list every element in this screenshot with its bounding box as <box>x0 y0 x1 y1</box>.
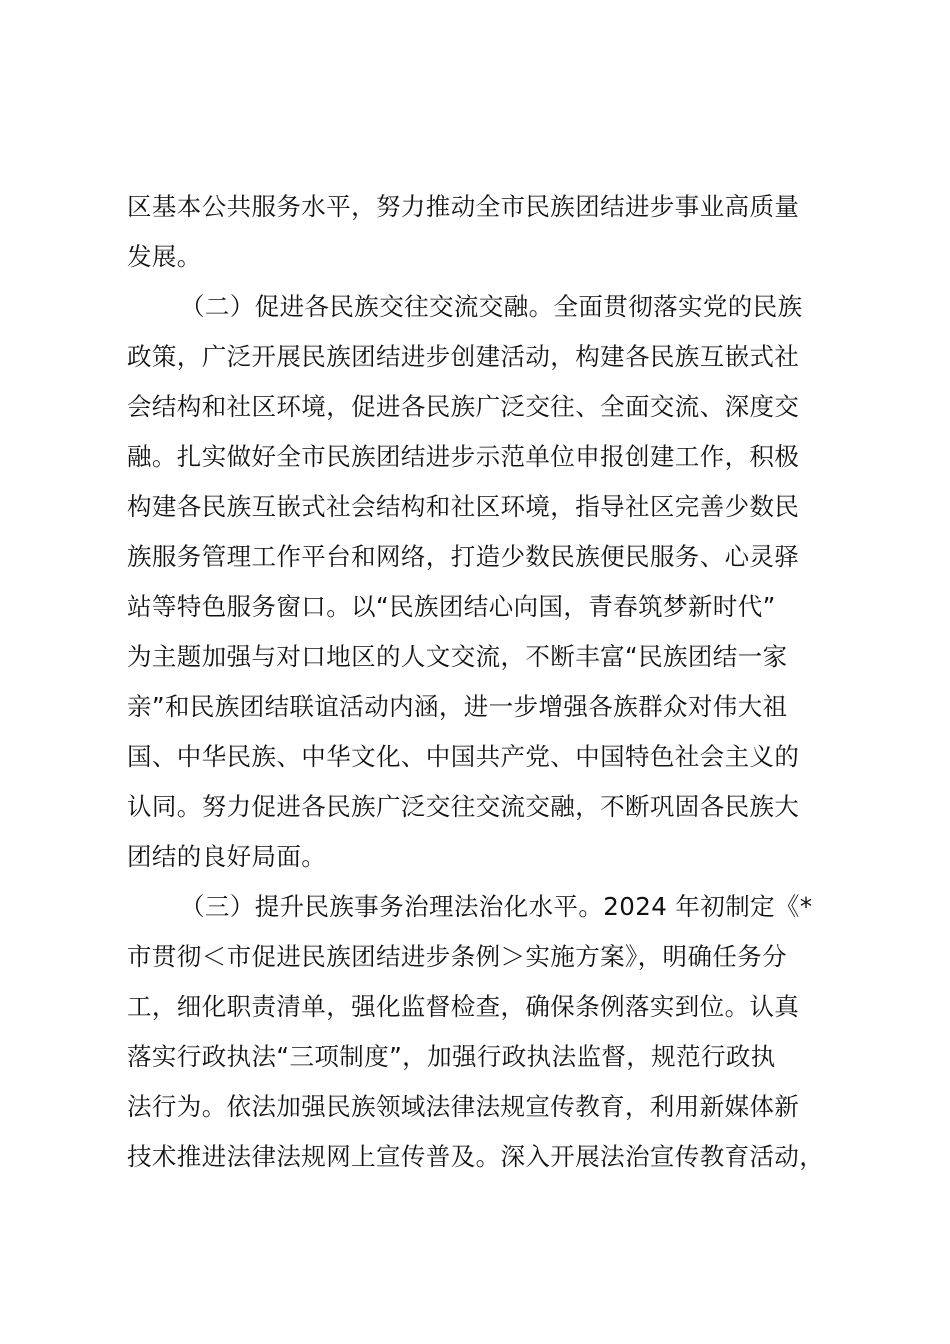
section-heading-line: （二）促进各民族交往交流交融。全面贯彻落实党的民族 <box>180 292 803 321</box>
text-line: 为主题加强与对口地区的人文交流，不断丰富“民族团结一家 <box>127 642 788 671</box>
text-line: 发展。 <box>127 242 202 271</box>
text-line: 工，细化职责清单，强化监督检查，确保条例落实到位。认真 <box>127 992 800 1021</box>
text-line: 认同。努力促进各民族广泛交往交流交融，不断巩固各民族大 <box>127 792 800 821</box>
text-line: 族服务管理工作平台和网络，打造少数民族便民服务、心灵驿 <box>127 542 800 571</box>
text-line: 政策，广泛开展民族团结进步创建活动，构建各民族互嵌式社 <box>127 342 800 371</box>
text-line: 落实行政执法“三项制度”，加强行政执法监督，规范行政执 <box>127 1042 776 1071</box>
text-line: 国、中华民族、中华文化、中国共产党、中国特色社会主义的 <box>127 742 800 771</box>
text-line: 站等特色服务窗口。以“民族团结心向国，青春筑梦新时代” <box>127 592 776 621</box>
section-heading-line: （三）提升民族事务治理法治化水平。2024 年初制定《* <box>180 892 813 921</box>
text-line: 区基本公共服务水平，努力推动全市民族团结进步事业高质量 <box>127 192 800 221</box>
text-line: 会结构和社区环境，促进各民族广泛交往、全面交流、深度交 <box>127 392 800 421</box>
document-body <box>127 182 833 1182</box>
text-line: 法行为。依法加强民族领域法律法规宣传教育，利用新媒体新 <box>127 1092 800 1121</box>
text-line: 亲”和民族团结联谊活动内涵，进一步增强各族群众对伟大祖 <box>127 692 788 721</box>
text-line: 技术推进法律法规网上宣传普及。深入开展法治宣传教育活动， <box>127 1142 825 1171</box>
text-line: 团结的良好局面。 <box>127 842 327 871</box>
text-line: 融。扎实做好全市民族团结进步示范单位申报创建工作，积极 <box>127 442 800 471</box>
text-line: 构建各民族互嵌式社会结构和社区环境，指导社区完善少数民 <box>127 492 800 521</box>
text-line: 市贯彻＜市促进民族团结进步条例＞实施方案》，明确任务分 <box>127 942 788 971</box>
